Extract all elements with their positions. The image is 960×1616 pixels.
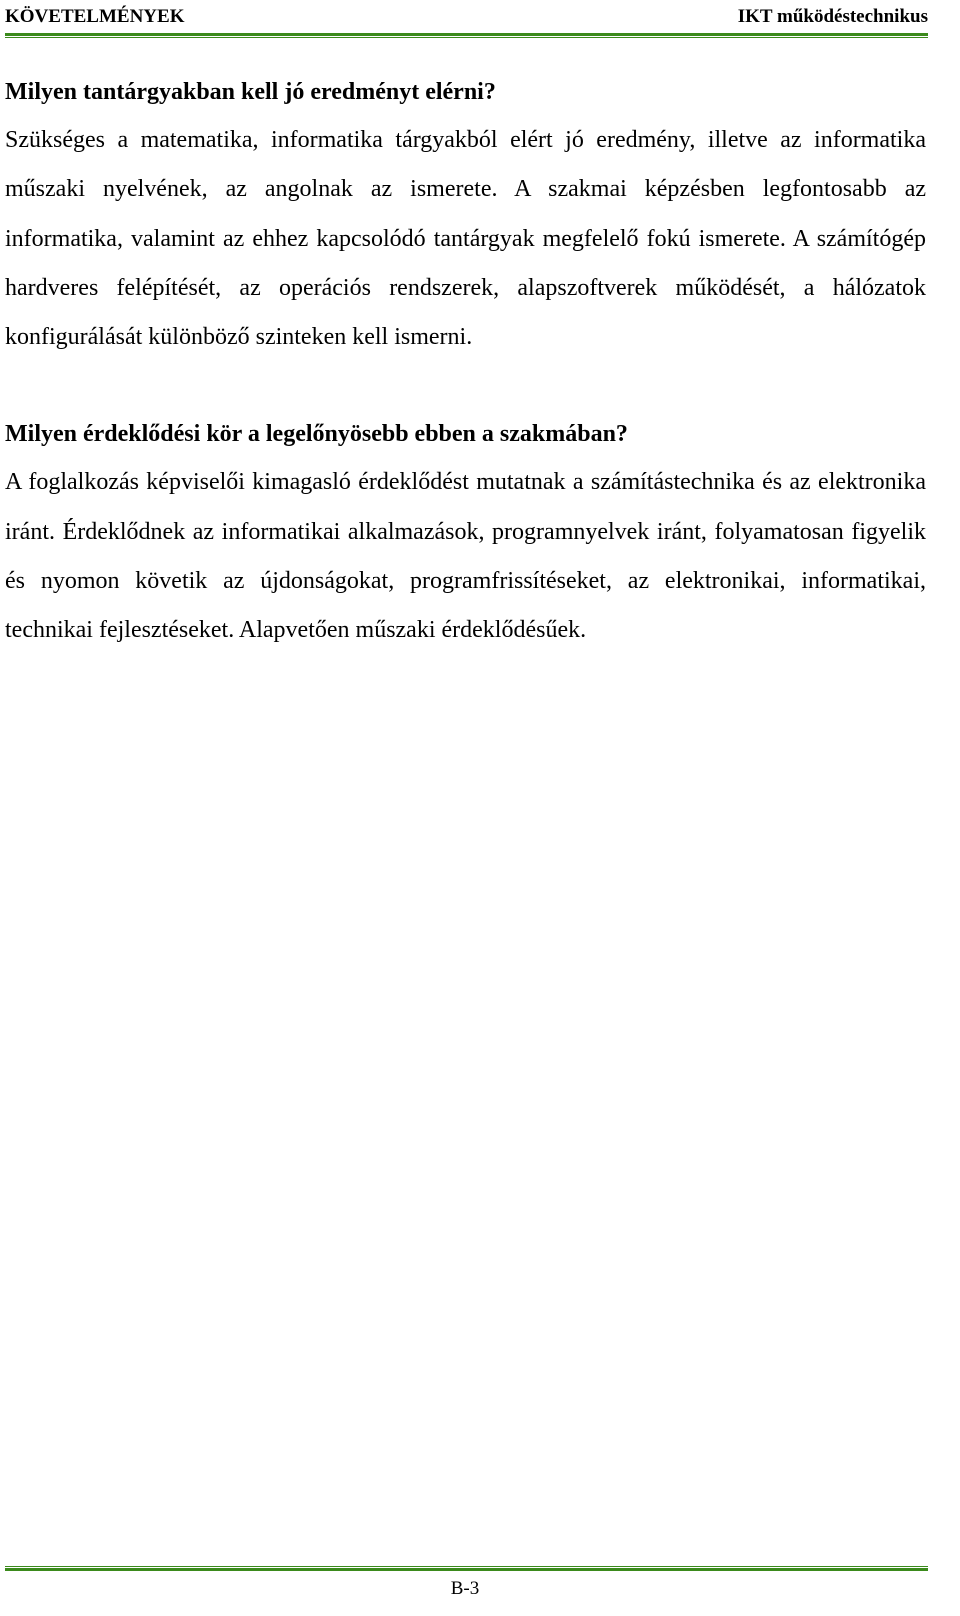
header-chapter-title: KÖVETELMÉNYEK	[5, 6, 185, 27]
page-content	[5, 68, 926, 704]
section-subjects	[5, 68, 926, 362]
section-paragraph: A foglalkozás képviselői kimagasló érdeklődést mutatnak a számítástechnika és az elektronika iránt. Érdeklődnek az informatikai alkalmazások, programnyelvek iránt, folyamatosan figyelik és nyomon követik az újdonságokat, programfrissítéseket, az elektronikai, informatikai, technikai fejlesztéseket. Alapvetően műszaki érdeklődésűek.	[5, 469, 926, 644]
section-heading: Milyen érdeklődési kör a legelőnyösebb ebben a szakmában?	[5, 421, 628, 448]
header-rule	[5, 33, 928, 38]
footer-rule	[5, 1566, 928, 1571]
running-header	[5, 0, 928, 34]
section-paragraph: Szükséges a matematika, informatika tárgyakból elért jó eredmény, illetve az informatika műszaki nyelvének, az angolnak az ismerete. A szakmai képzésben legfontosabb az informatika, valamint az ehhez kapcsolódó tantárgyak megfelelő fokú ismerete. A számítógép hardveres felépítését, az operációs rendszerek, alapszoftverek működését, a hálózatok konfigurálását különböző szinteken kell ismerni.	[5, 127, 926, 351]
section-heading: Milyen tantárgyakban kell jó eredményt elérni?	[5, 79, 496, 105]
page-number: B-3	[450, 1578, 480, 1599]
header-document-title: IKT működéstechnikus	[737, 6, 928, 27]
section-interests	[5, 410, 926, 655]
